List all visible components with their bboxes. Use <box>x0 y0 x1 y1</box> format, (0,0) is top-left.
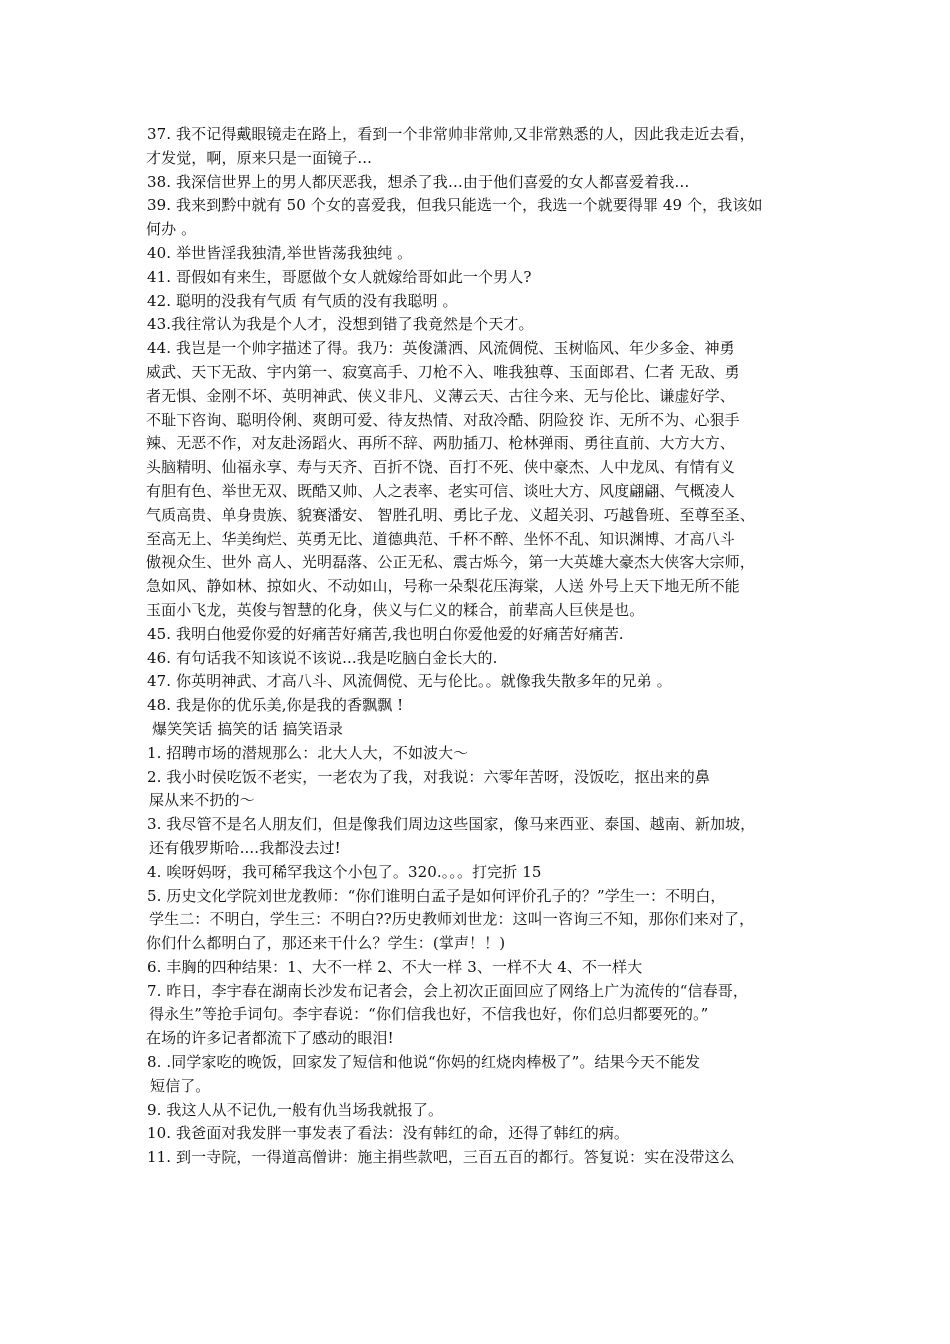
text-line: 有胆有色、举世无双、既酷又帅、人之表率、老实可信、谈吐大方、风度翩翩、气概凌人 <box>146 481 735 500</box>
text-line: 急如风、静如林、掠如火、不动如山，号称一朵梨花压海棠，人送 外号上天下地无所不能 <box>146 577 740 596</box>
text-line: 者无惧、金刚不坏、英明神武、侠义非凡、义薄云天、古往今来、无与伦比、谦虚好学、 <box>146 386 735 405</box>
text-line: 38. 我深信世界上的男人都厌恶我，想杀了我…由于他们喜爱的女人都喜爱着我… <box>147 172 690 191</box>
text-line: 辣、无恶不作，对友赴汤蹈火、再所不辞、两肋插刀、枪林弹雨、勇往直前、大方大方、 <box>146 434 735 453</box>
text-line: 屎从来不扔的～ <box>149 791 255 810</box>
text-line: 还有俄罗斯哈....我都没去过! <box>149 838 341 857</box>
text-line: 9. 我这人从不记仇,一般有仇当场我就报了。 <box>147 1100 444 1119</box>
text-line: 45. 我明白他爱你爱的好痛苦好痛苦,我也明白你爱他爱的好痛苦好痛苦. <box>147 624 624 643</box>
text-line: 48. 我是你的优乐美,你是我的香飘飘 ! <box>147 696 404 715</box>
text-line: 4. 唉呀妈呀，我可稀罕我这个小包了。320.。。。打完折 15 <box>147 862 542 881</box>
document-body <box>146 123 816 1170</box>
text-line: 5. 历史文化学院刘世龙教师：“你们谁明白孟子是如何评价孔子的？”学生一：不明白， <box>147 886 726 905</box>
text-line: 39. 我来到黔中就有 50 个女的喜爱我，但我只能选一个，我选一个就要得罪 49 个，我该如 <box>147 196 763 215</box>
text-line: 威武、天下无敌、宇内第一、寂寞高手、刀枪不入、唯我独尊、玉面郎君、仁者 无敌、勇 <box>146 362 740 381</box>
text-line: 何办 。 <box>146 220 197 239</box>
text-line: 42. 聪明的没我有气质 有气质的没有我聪明 。 <box>147 291 458 310</box>
text-line: 至高无上、华美绚烂、英勇无比、道德典范、千杯不醉、坐怀不乱、知识渊博、才高八斗 <box>146 529 735 548</box>
text-line: 41. 哥假如有来生，哥愿做个女人就嫁给哥如此一个男人? <box>147 267 532 286</box>
section-heading: 爆笑笑话 搞笑的话 搞笑语录 <box>152 719 343 738</box>
text-line: 傲视众生、世外 高人、光明磊落、公正无私、震古烁今，第一大英雄大豪杰大侠客大宗师， <box>146 553 755 572</box>
text-line: 7. 昨日，李宇春在湖南长沙发布记者会，会上初次正面回应了网络上广为流传的“信春哥， <box>147 981 748 1000</box>
text-line: 40. 举世皆淫我独清,举世皆荡我独纯 。 <box>147 243 413 262</box>
text-line: 2. 我小时侯吃饭不老实，一老农为了我，对我说：六零年苦呀，没饭吃，抠出来的鼻 <box>147 767 710 786</box>
text-line: 47. 你英明神武、才高八斗、风流倜傥、无与伦比。。就像我失散多年的兄弟 。 <box>147 672 672 691</box>
text-line: 在场的许多记者都流下了感动的眼泪! <box>146 1029 394 1048</box>
text-line: 你们什么都明白了，那还来干什么？学生：(掌声！！) <box>146 934 506 953</box>
text-line: 得永生”等抢手词句。李宇春说：“你们信我也好，不信我也好，你们总归都要死的。” <box>149 1005 709 1024</box>
text-line: 43.我往常认为我是个人才，没想到错了我竟然是个天才。 <box>147 315 534 334</box>
text-line: 才发觉，啊，原来只是一面镜子... <box>146 148 373 167</box>
text-line: 头脑精明、仙福永享、寿与天齐、百折不饶、百打不死、侠中豪杰、人中龙凤、有情有义 <box>146 458 735 477</box>
text-line: 3. 我尽管不是名人朋友们，但是像我们周边这些国家，像马来西亚、泰国、越南、新加坡， <box>147 815 756 834</box>
text-line: 46. 有句话我不知该说不该说...我是吃脑白金长大的. <box>147 648 498 667</box>
text-line: 10. 我爸面对我发胖一事发表了看法：没有韩红的命，还得了韩红的病。 <box>147 1124 630 1143</box>
text-line: 1. 招聘市场的潜规那么：北大人大，不如波大～ <box>147 743 469 762</box>
text-line: 气质高贵、单身贵族、貌赛潘安、 智胜孔明、勇比子龙、义超关羽、巧越鲁班、至尊至圣、 <box>146 505 755 524</box>
text-line: 不耻下咨询、聪明伶俐、爽朗可爱、待友热情、对敌冷酷、阴险狡 诈、无所不为、心狠手 <box>146 410 740 429</box>
text-line: 玉面小飞龙，英俊与智慧的化身，侠义与仁义的糅合，前辈高人巨侠是也。 <box>146 600 645 619</box>
text-line: 44. 我岂是一个帅字描述了得。我乃：英俊潇洒、风流倜傥、玉树临风、年少多金、神勇 <box>147 339 735 358</box>
text-line: 8. .同学家吃的晚饭，回家发了短信和他说“你妈的红烧肉棒极了”。结果今天不能发 <box>147 1053 701 1072</box>
text-line: 6. 丰胸的四种结果：1、大不一样 2、不大一样 3、一样不大 4、不一样大 <box>147 957 643 976</box>
text-line: 短信了。 <box>150 1076 211 1095</box>
text-line: 37. 我不记得戴眼镜走在路上，看到一个非常帅非常帅,又非常熟悉的人，因此我走近去看， <box>147 125 755 143</box>
text-line: 学生二：不明白，学生三：不明白??历史教师刘世龙：这叫一咨询三不知，那你们来对了， <box>149 910 755 929</box>
text-line: 11. 到一寺院，一得道高僧讲：施主捐些款吧，三百五百的都行。答复说：实在没带这么 <box>147 1148 735 1167</box>
